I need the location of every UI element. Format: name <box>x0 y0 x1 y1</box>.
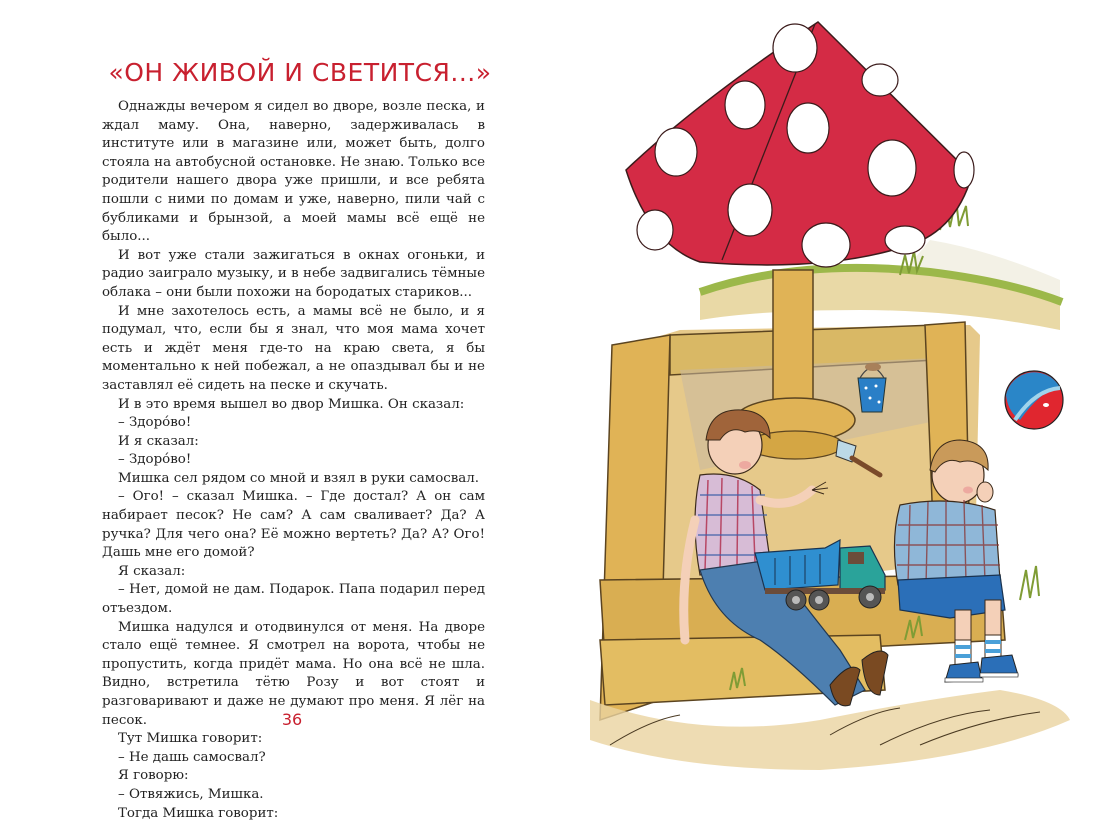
paragraph: – Здоро́во! <box>118 415 192 431</box>
paragraph: И мне захотелось есть, а мамы всё не было, и я подумал, что, если бы я знал, что моя мама хочет есть и ждёт меня где-то на краю света, я бы моментально к ней побежал, а не опаздывал бы и не заставлял её сидеть на песке и скучать. <box>102 303 485 393</box>
paragraph: Тогда Мишка говорит: <box>118 805 279 821</box>
paragraph: – Нет, домой не дам. Подарок. Папа подарил перед отъездом. <box>102 582 485 617</box>
paragraph: Мишка надулся и отодвинулся от меня. На дворе стало ещё темнее. Я смотрел на ворота, чтобы не пропустить, когда придёт мама. Но она всё не шла. Видно, встретила тётю Розу и вот стоят и разговаривают и даже не думают про меня. Я лёг на песок. <box>102 619 485 728</box>
paragraph: – Ого! – сказал Мишка. – Где достал? А он сам набирает песок? Не сам? А сам сваливает? Да? А ручка? Для чего она? Её можно вертеть? Да? А? Ого! Дашь мне его домой? <box>102 489 485 561</box>
illustration <box>560 0 1100 783</box>
ball <box>1005 371 1063 429</box>
paragraph: Я сказал: <box>118 563 186 579</box>
mushroom-cap <box>626 22 974 267</box>
chapter-title: «ОН ЖИВОЙ И СВЕТИТСЯ...» <box>108 58 492 87</box>
paragraph: Я говорю: <box>118 768 189 784</box>
paragraph: И я сказал: <box>118 433 199 449</box>
paragraph: – Не дашь самосвал? <box>118 749 266 765</box>
paragraph: – Отвяжись, Мишка. <box>118 786 264 802</box>
paragraph: Однажды вечером я сидел во дворе, возле песка, и ждал маму. Она, наверно, задерживалась в институте или в магазине или, может быть, долго стояла на автобусной остановке. Не знаю. Только все родители нашего двора уже пришли, и все ребята пошли с ними по домам и уже, наверно, пили чай с бубликами и брынзой, а моей мамы всё ещё не было... <box>102 99 485 245</box>
paragraph: И в это время вышел во двор Мишка. Он сказал: <box>118 396 465 412</box>
page-number: 36 <box>281 710 303 729</box>
paragraph: Мишка сел рядом со мной и взял в руки самосвал. <box>118 470 480 486</box>
paragraph: Тут Мишка говорит: <box>118 731 263 747</box>
paragraph: – Здоро́во! <box>118 452 192 468</box>
paragraph: И вот уже стали зажигаться в окнах огоньки, и радио заиграло музыку, и в небе задвигались тёмные облака – они были похожи на бородатых стариков... <box>102 247 485 300</box>
